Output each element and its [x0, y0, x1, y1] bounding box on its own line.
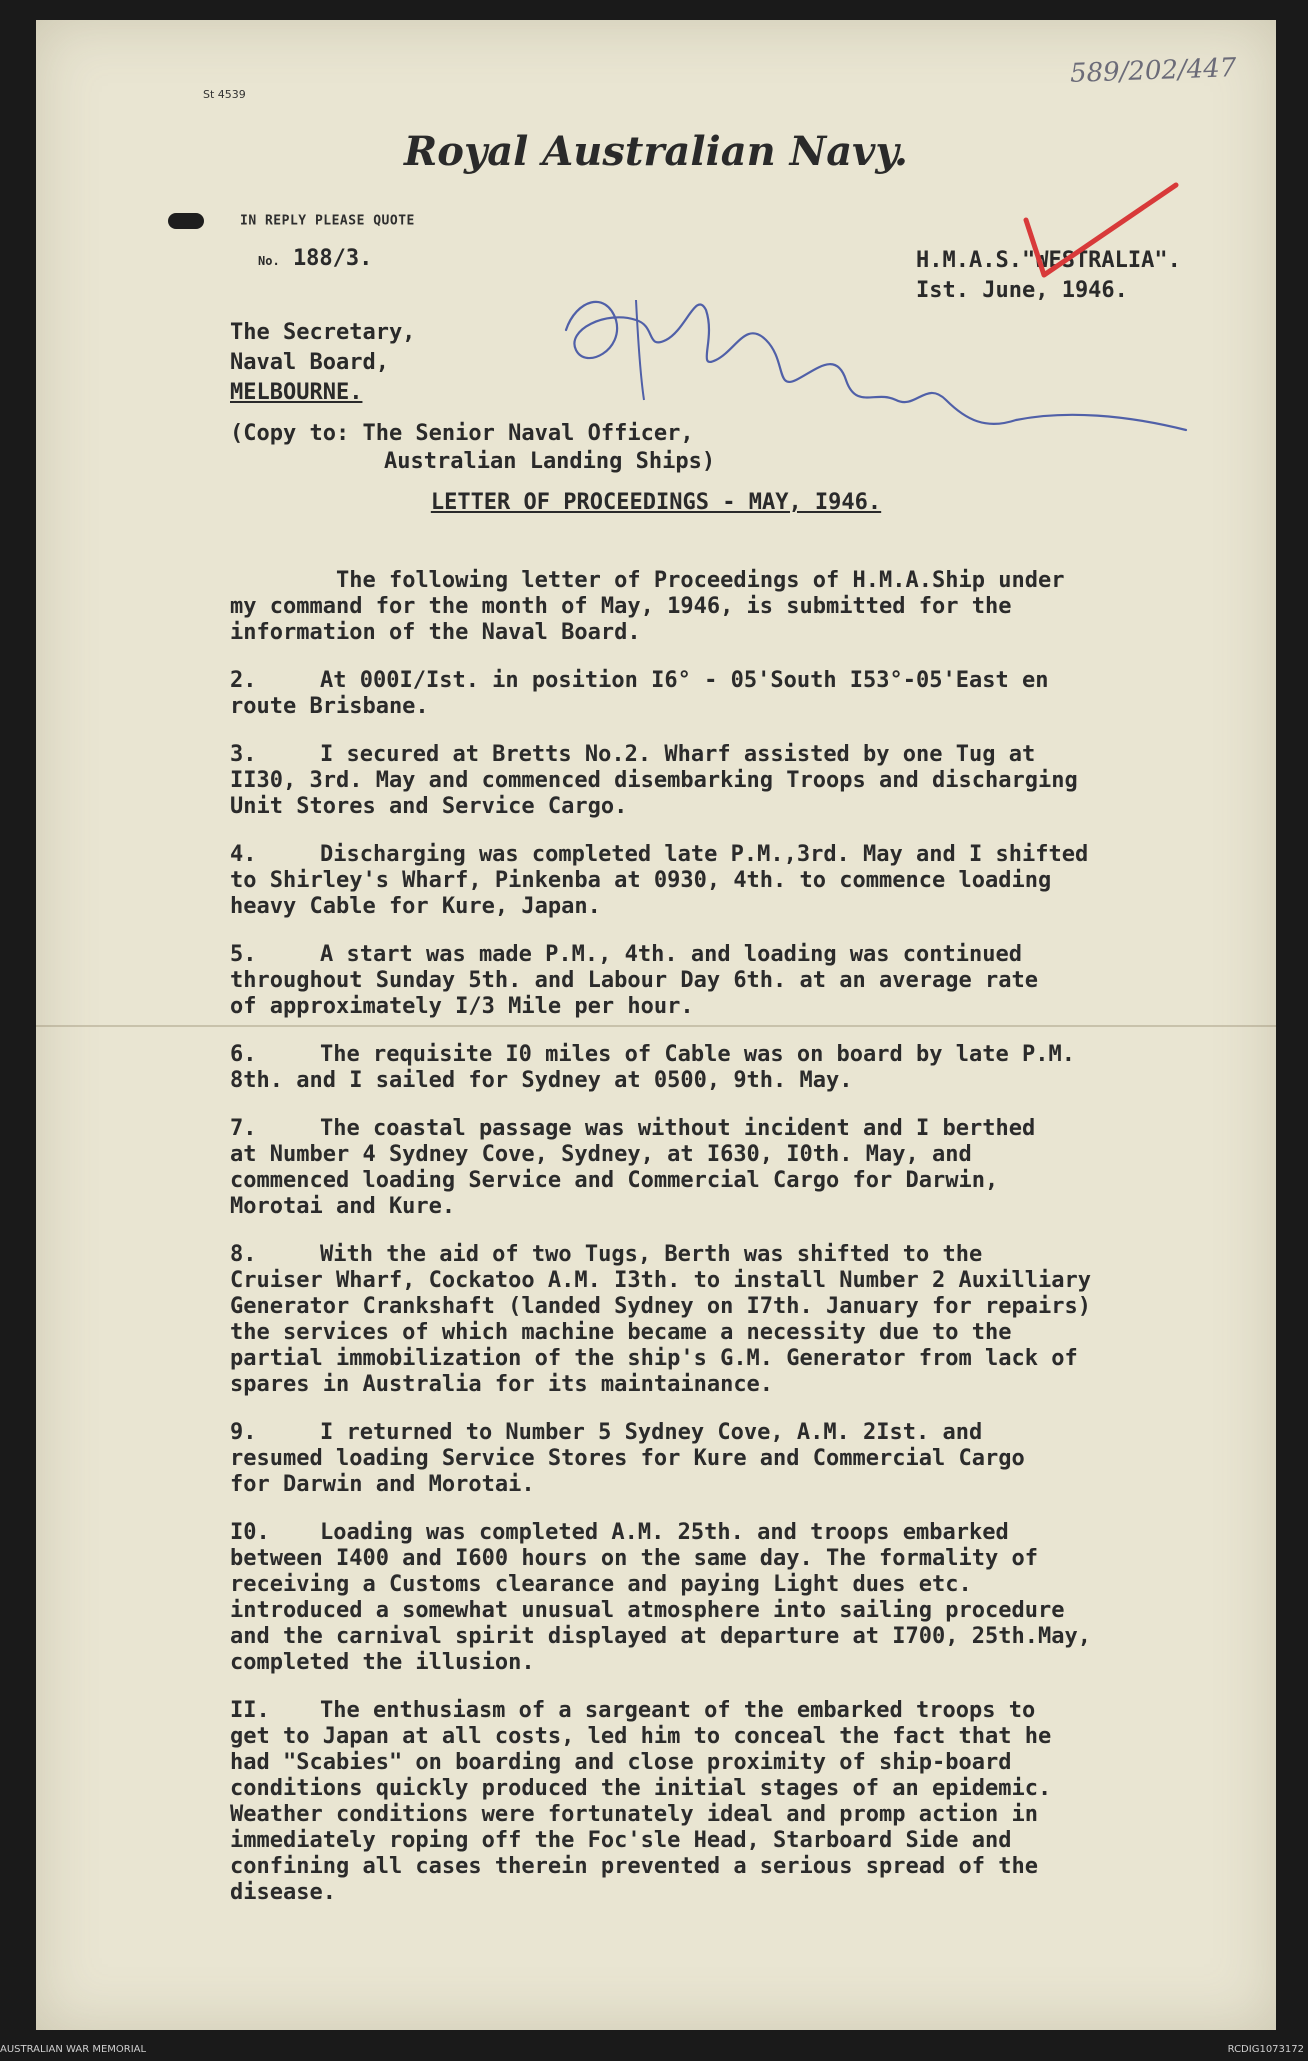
address-line-2: Naval Board, [230, 350, 389, 375]
red-tick-mark [1016, 180, 1186, 290]
subject-heading: LETTER OF PROCEEDINGS - MAY, I946. [430, 490, 882, 515]
paragraph-7: 7. The coastal passage was without incident and I berthed at Number 4 Sydney Cove, Sydney, at I630, I0th. May, and commenced loading Service and Commercial Cargo for Darwin, Morotai and Kure. [230, 1116, 1036, 1219]
copy-to-line-1: (Copy to: The Senior Naval Officer, [230, 421, 694, 446]
ship-name: H.M.A.S."WESTRALIA". [916, 248, 1181, 273]
reply-quote-text: IN REPLY PLEASE QUOTE [240, 213, 415, 229]
paragraph-5: 5. A start was made P.M., 4th. and loading was continued throughout Sunday 5th. and Labour Day 6th. at an average rate of approximately I/3 Mile per hour. [230, 942, 1038, 1019]
handwritten-reference: 589/202/447 [1069, 53, 1237, 89]
paragraph-6: 6. The requisite I0 miles of Cable was on board by late P.M. 8th. and I sailed for Sydney at 0500, 9th. May. [230, 1042, 1075, 1093]
reference-no-prefix: No. [258, 254, 280, 268]
reference-no-value: 188/3. [292, 246, 373, 271]
reply-quote [196, 213, 415, 229]
address-line-1: The Secretary, [230, 320, 416, 345]
form-code: St 4539 [203, 88, 246, 101]
paragraph-1: The following letter of Proceedings of H.M.A.Ship under my command for the month of May, 1946, is submitted for the information of the Naval Board. [230, 568, 1065, 645]
paragraph-8: 8. With the aid of two Tugs, Berth was shifted to the Cruiser Wharf, Cockatoo A.M. I3th. to install Number 2 Auxilliary Generator Crankshaft (landed Sydney on I7th. January for repairs) the services of which machine became a necessity due to the partial immobilization of the ship's G.M. Generator from lack of spares in Australia for its maintainance. [230, 1242, 1091, 1397]
footer-id: RCDIG1073172 [1227, 2044, 1304, 2055]
footer-source: AUSTRALIAN WAR MEMORIAL [0, 2044, 147, 2055]
letter-date: Ist. June, 1946. [916, 278, 1128, 303]
copy-to [230, 420, 715, 476]
paragraph-4: 4. Discharging was completed late P.M.,3rd. May and I shifted to Shirley's Wharf, Pinkenba at 0930, 4th. to commence loading heavy Cable for Kure, Japan. [230, 842, 1089, 919]
paragraph-10: I0. Loading was completed A.M. 25th. and troops embarked between I400 and I600 hours on the same day. The formality of receiving a Customs clearance and paying Light dues etc. introduced a somewhat unusual atmosphere into sailing procedure and the carnival spirit displayed at departure at I700, 25th.May, completed the illusion. [230, 1520, 1091, 1675]
document-page [36, 20, 1276, 2030]
copy-to-line-2: Australian Landing Ships) [384, 449, 716, 474]
paragraph-3: 3. I secured at Bretts No.2. Wharf assisted by one Tug at II30, 3rd. May and commenced disembarking Troops and discharging Unit Stores and Service Cargo. [230, 742, 1078, 819]
reference-number [258, 246, 372, 271]
paragraph-9: 9. I returned to Number 5 Sydney Cove, A.M. 2Ist. and resumed loading Service Stores for Kure and Commercial Cargo for Darwin and Morotai. [230, 1420, 1025, 1497]
paragraph-11: II. The enthusiasm of a sargeant of the embarked troops to get to Japan at all costs, led him to conceal the fact that he had "Scabies" on boarding and close proximity of ship-board conditions quickly produced the initial stages of an epidemic. Weather conditions were fortunately ideal and promp action in immediately roping off the Foc'sle Head, Starboard Side and confining all cases therein prevented a serious spread of the disease. [230, 1698, 1052, 1905]
letterhead: Royal Australian Navy. [404, 128, 908, 175]
paragraph-2: 2. At 000I/Ist. in position I6° - 05'South I53°-05'East en route Brisbane. [230, 668, 1049, 719]
ink-blot [168, 213, 204, 229]
letter-body [230, 568, 1210, 1928]
address-line-3: MELBOURNE. [230, 380, 363, 405]
recipient-address [230, 318, 415, 408]
